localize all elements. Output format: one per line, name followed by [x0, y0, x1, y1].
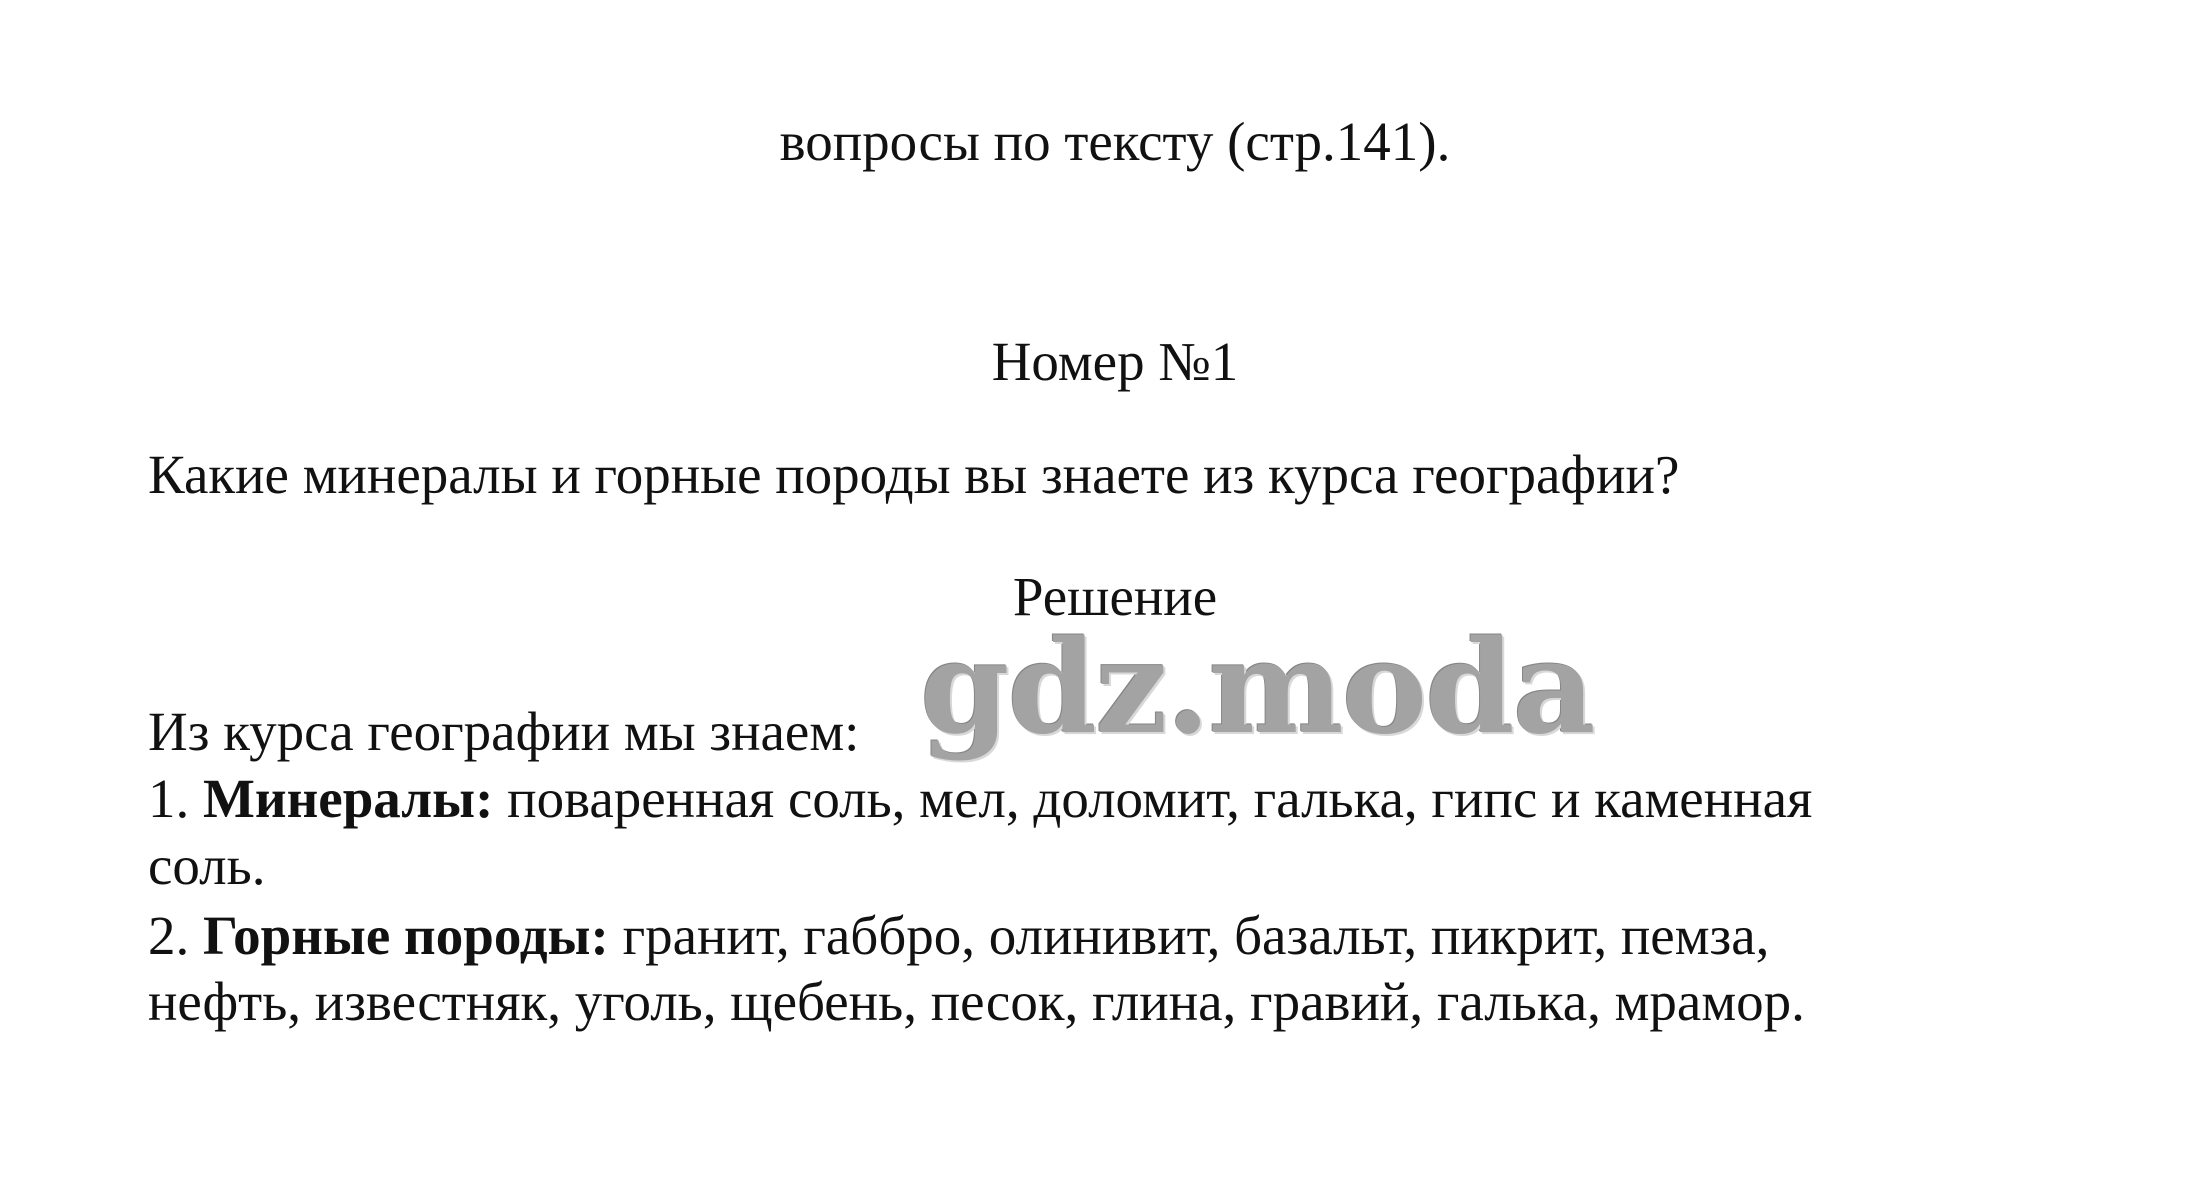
question-text: Какие минералы и горные породы вы знаете из курса географии?	[148, 444, 1680, 505]
page-header: вопросы по тексту (стр.141).	[779, 111, 1451, 172]
solution-heading: Решение	[1012, 566, 1218, 627]
minerals-text-line-1: поваренная соль, мел, доломит, галька, гипс и каменная	[507, 768, 1813, 829]
rocks-text-line-2: нефть, известняк, уголь, щебень, песок, глина, гравий, галька, мрамор.	[148, 971, 1805, 1032]
minerals-index: 1.	[148, 768, 190, 829]
rocks-item-continuation	[148, 970, 1805, 1034]
rocks-term: Горные породы:	[203, 905, 609, 966]
task-number: Номер №1	[991, 331, 1239, 392]
minerals-item	[148, 767, 1812, 831]
rocks-index: 2.	[148, 905, 190, 966]
rocks-text-line-1: гранит, габбро, олинивит, базальт, пикрит, пемза,	[622, 905, 1770, 966]
answer-intro: Из курса географии мы знаем:	[148, 701, 860, 762]
rocks-item	[148, 904, 1769, 968]
minerals-term: Минералы:	[203, 768, 494, 829]
minerals-item-continuation	[148, 834, 265, 898]
watermark-logo: gdz.moda	[920, 613, 1594, 763]
minerals-text-line-2: соль.	[148, 835, 266, 896]
